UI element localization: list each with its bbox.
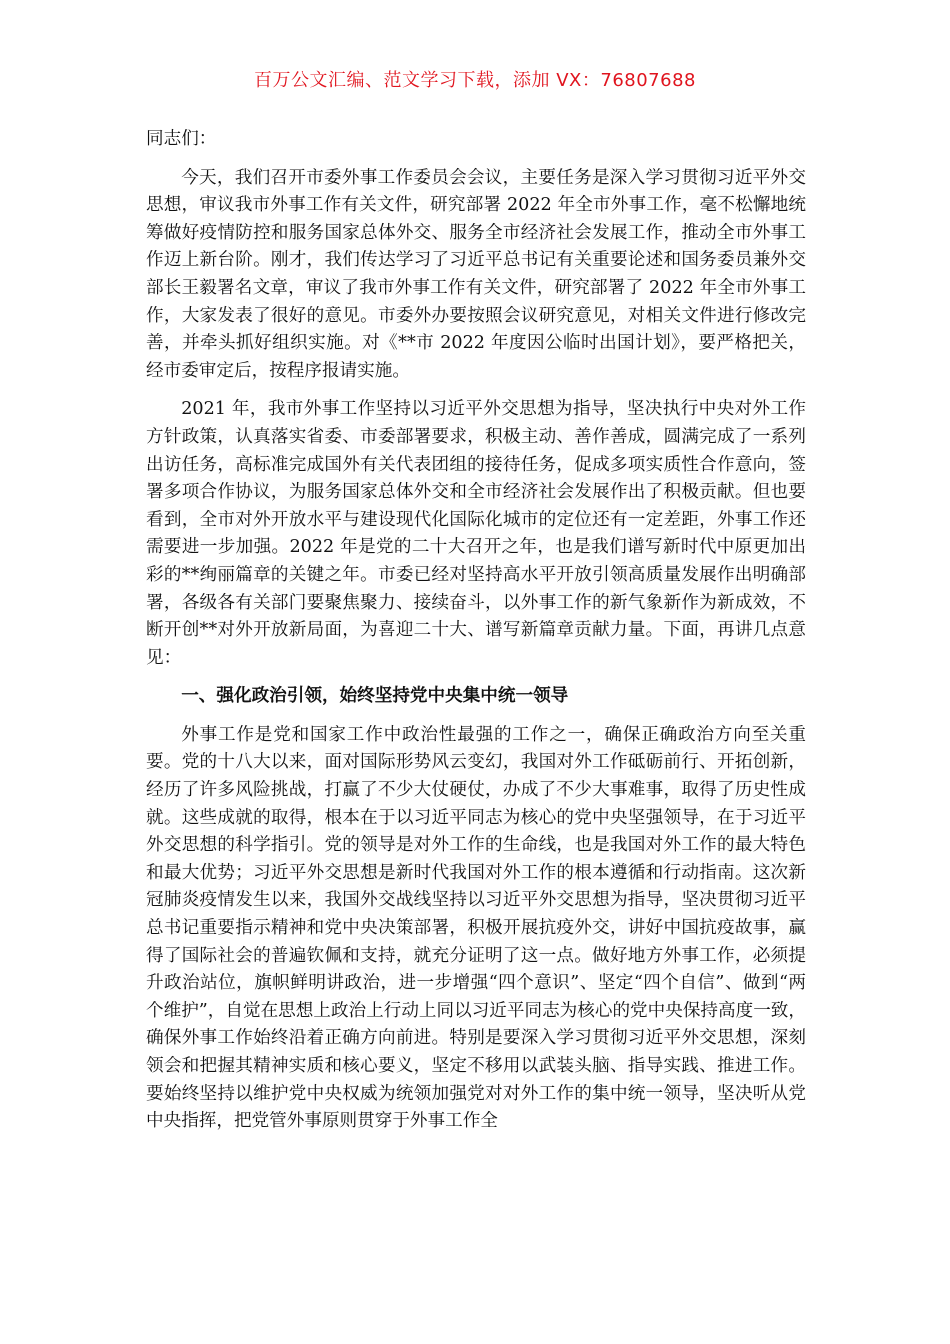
document-body [146,126,806,1147]
header-banner: 百万公文汇编、范文学习下载，添加 VX：76807688 [254,70,696,91]
paragraph-2-part-a: 2021 年，我市外事工作坚持以习近平外交思想为指导，坚决执行中央对外工作方针政策，认真落实省委、市委部署要求，积极主动、善作善成， [146,399,806,447]
paragraph-2-part-c: ，高标准 [217,454,289,475]
paragraph-2-highlight-1: 圆满完成了一系列出访任务 [146,426,806,475]
paragraph-2-part-e: ，促成多项实质性合作意向，签署多项合作协议，为服务国家总体外交和全市经济社会发展作出了积极贡献。但也要看到，全市对外开放水平与建设现代化国际化城市的定位还有一定差距，外事工作还需要进一步加强。2022 年是党的二十大召开之年，也是我们谱写新时代中原更加出彩的**绚丽篇章的关键之年。市委已经对坚持高水平开放引领高质量发展作出明确部署，各级各有关部门要聚焦聚力、接续奋斗，以外事工作的新气象新作为新成效，不断开创**对外开放新局面，为喜迎二十大、谱写新篇章贡献力量。下面，再讲几点意见： [146,454,806,668]
paragraph-3: 外事工作是党和国家工作中政治性最强的工作之一，确保正确政治方向至关重要。党的十八大以来，面对国际形势风云变幻，我国对外工作砥砺前行、开拓创新，经历了许多风险挑战，打赢了不少大仗硬仗，办成了不少大事难事，取得了历史性成就。这些成就的取得，根本在于以习近平同志为核心的党中央坚强领导，在于习近平外交思想的科学指引。党的领导是对外工作的生命线，也是我国对外工作的最大特色和最大优势；习近平外交思想是新时代我国对外工作的根本遵循和行动指南。这次新冠肺炎疫情发生以来，我国外交战线坚持以习近平外交思想为指导，坚决贯彻习近平总书记重要指示精神和党中央决策部署，积极开展抗疫外交，讲好中国抗疫故事，赢得了国际社会的普遍钦佩和支持，就充分证明了这一点。做好地方外事工作，必须提升政治站位，旗帜鲜明讲政治，进一步增强“四个意识”、坚定“四个自信”、做到“两个维护”，自觉在思想上政治上行动上同以习近平同志为核心的党中央保持高度一致，确保外事工作始终沿着正确方向前进。特别是要深入学习贯彻习近平外交思想，深刻领会和把握其精神实质和核心要义，坚定不移用以武装头脑、指导实践、推进工作。要始终坚持以维护党中央权威为统领加强党对对外工作的集中统一领导，坚决听从党中央指挥，把党管外事原则贯穿于外事工作全 [146,724,806,1132]
paragraph-2-highlight-2: 完成国外有关代表团组的接待任务 [288,454,557,475]
paragraph-1: 今天，我们召开市委外事工作委员会会议，主要任务是深入学习贯彻习近平外交思想，审议我市外事工作有关文件，研究部署 2022 年全市外事工作，毫不松懈地统筹做好疫情防控和服务国家总体外交、服务全市经济社会发展工作，推动全市外事工作迈上新台阶。刚才，我们传达学习了习近平总书记有关重要论述和国务委员兼外交部长王毅署名文章，审议了我市外事工作有关文件，研究部署了 2022 年全市外事工作，大家发表了很好的意见。市委外办要按照会议研究意见，对相关文件进行修改完善，并牵头抓好组织实施。对《**市 2022 年度因公临时出国计划》，要严格把关，经市委审定后，按程序报请实施。 [146,167,806,381]
paragraph-2 [146,396,806,672]
section-heading-1: 一、强化政治引领，始终坚持党中央集中统一领导 [181,686,569,707]
salutation: 同志们： [146,129,217,149]
